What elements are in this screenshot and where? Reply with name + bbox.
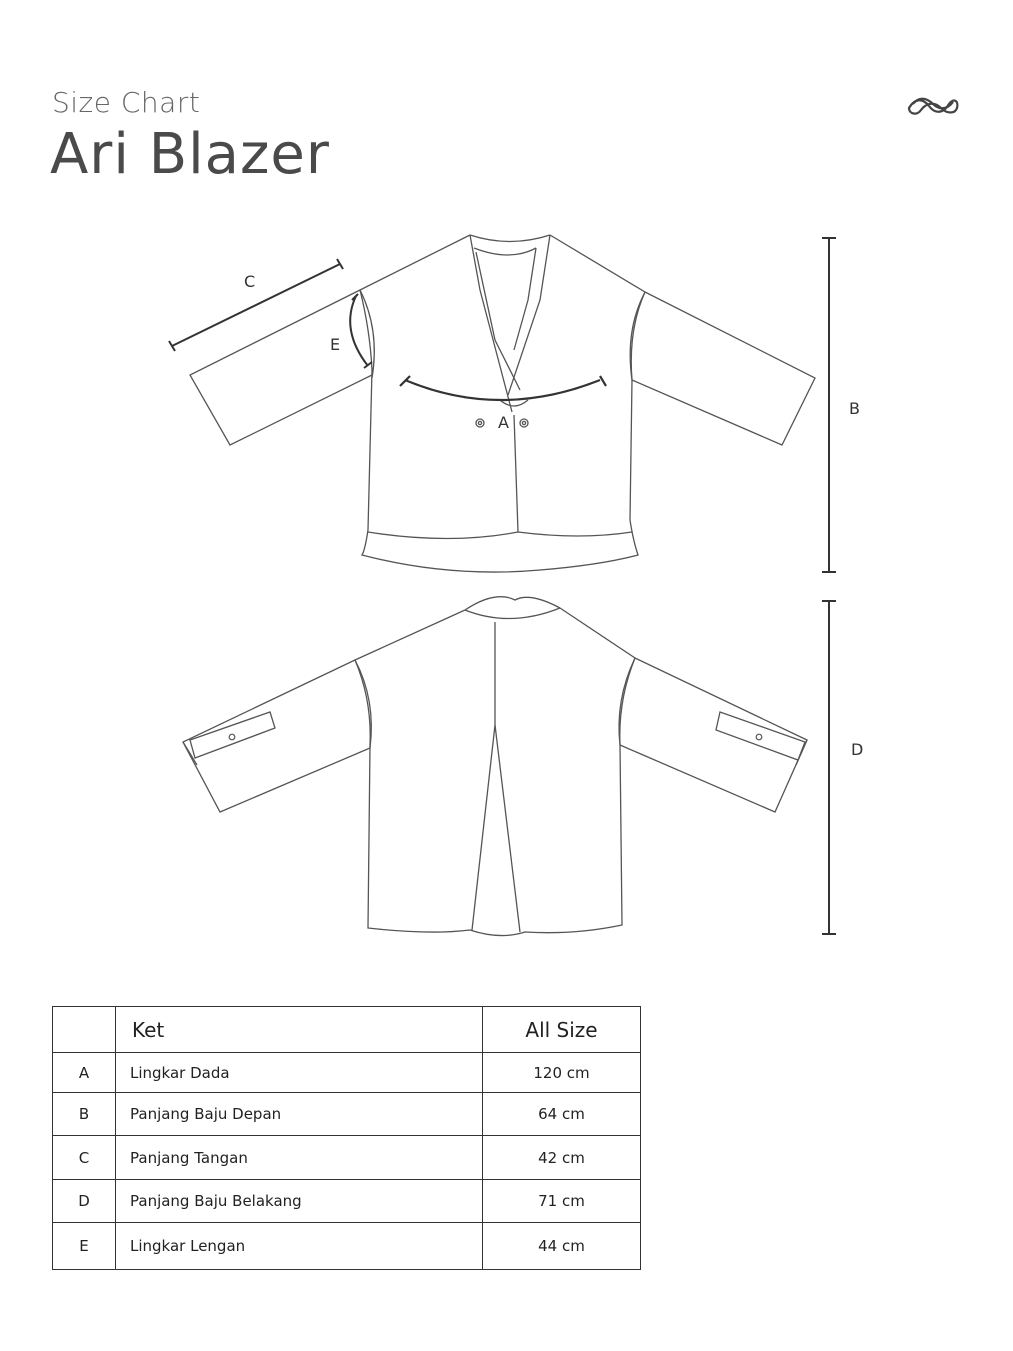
row-size: 64 cm: [483, 1093, 641, 1136]
row-size: 44 cm: [483, 1223, 641, 1270]
row-ket: Panjang Baju Belakang: [116, 1180, 483, 1223]
row-ket: Panjang Baju Depan: [116, 1093, 483, 1136]
row-code: A: [53, 1053, 116, 1093]
table-row: [53, 1136, 641, 1180]
page-title: Ari Blazer: [50, 122, 330, 187]
measure-b-line: [822, 238, 836, 572]
measure-c-label: C: [244, 272, 256, 291]
row-code: E: [53, 1223, 116, 1270]
measure-d-line: [822, 601, 836, 934]
table-row: [53, 1093, 641, 1136]
table-row: [53, 1053, 641, 1093]
header-code: [53, 1007, 116, 1053]
row-size: 71 cm: [483, 1180, 641, 1223]
header-ket: Ket: [116, 1007, 483, 1053]
row-size: 42 cm: [483, 1136, 641, 1180]
row-code: B: [53, 1093, 116, 1136]
back-cuff-buttons: [229, 734, 762, 740]
table-row: [53, 1223, 641, 1270]
back-garment: [183, 597, 807, 936]
row-ket: Lingkar Lengan: [116, 1223, 483, 1270]
front-garment: [190, 235, 815, 572]
measure-b-label: B: [849, 399, 860, 418]
measure-e-label: E: [330, 335, 341, 354]
row-ket: Lingkar Dada: [116, 1053, 483, 1093]
measure-c-line: [169, 259, 343, 351]
table-row: [53, 1180, 641, 1223]
measure-a-label: A: [498, 413, 509, 432]
size-table: [52, 1006, 641, 1270]
row-code: D: [53, 1180, 116, 1223]
measure-d-label: D: [851, 740, 864, 759]
row-ket: Panjang Tangan: [116, 1136, 483, 1180]
page-subtitle: Size Chart: [52, 86, 201, 119]
header-size: All Size: [483, 1007, 641, 1053]
table-header-row: [53, 1007, 641, 1053]
row-code: C: [53, 1136, 116, 1180]
row-size: 120 cm: [483, 1053, 641, 1093]
